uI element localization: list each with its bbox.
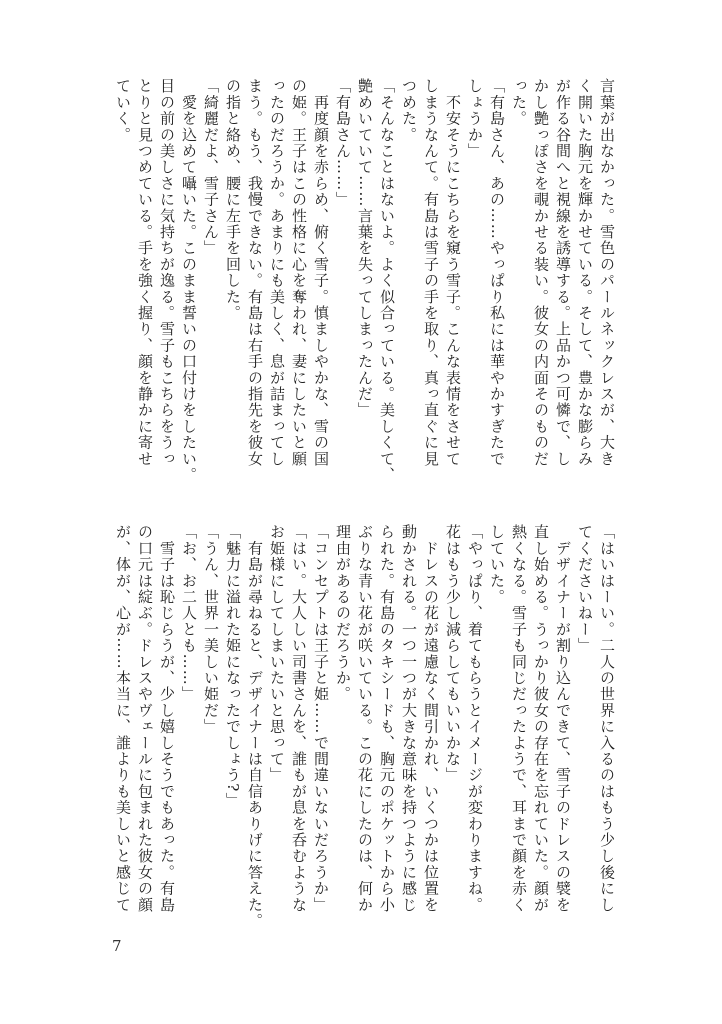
text-line: の指と絡め、腰に左手を回した。 — [224, 78, 242, 321]
text-line: 「魅力に溢れた姫になったでしょう?」 — [224, 524, 242, 809]
text-line: 「有島さん、あの……やっぱり私には華やかすぎたで — [488, 78, 506, 467]
text-line: 「はい。大人しい司書さんを、誰もが息を呑むような — [290, 524, 308, 913]
text-line: 雪子は恥じらうが、少し嬉しそうでもあった。有島 — [158, 524, 176, 913]
text-line: 熱くなる。雪子も同じだったようで、耳まで顔を赤く — [510, 524, 528, 913]
text-line: 有島が尋ねると、デザイナーは自信ありげに答えた。 — [246, 524, 264, 929]
text-line: していた。 — [488, 524, 506, 605]
text-line: ったのだろうか。あまりにも美しく、息が詰まってし — [268, 78, 286, 467]
page-number: 7 — [112, 937, 122, 955]
text-line: 艶めいていて……言葉を失ってしまったんだ」 — [356, 78, 374, 419]
text-line: ぶりな青い花が咲いている。この花にしたのは、何か — [356, 524, 374, 913]
text-line: ていく。 — [114, 78, 132, 143]
text-line: 「うん、世界一美しい姫だ」 — [202, 524, 220, 735]
text-line: つめた。 — [400, 78, 418, 143]
text-line: 「そんなことはないよ。よく似合っている。美しくて、 — [378, 78, 396, 483]
text-line: かし艶っぽさを覗かせる装い。彼女の内面そのものだ — [532, 78, 550, 467]
text-block-bottom — [112, 524, 618, 932]
text-line: デザイナーが割り込んできて、雪子のドレスの襞を — [554, 524, 572, 913]
text-line: しまうなんて。有島は雪子の手を取り、真っ直ぐに見 — [422, 78, 440, 467]
text-line: 花はもう少し減らしてもいいかな」 — [444, 524, 462, 784]
text-line: 「コンセプトは王子と姫……で間違いないだろうか」 — [312, 524, 330, 913]
text-line: てくださいねー」 — [576, 524, 594, 654]
text-line: 直し始める。うっかり彼女の存在を忘れていた。顔が — [532, 524, 550, 913]
text-line: られた。有島のタキシードも、胸元のポケットから小 — [378, 524, 396, 913]
text-line: が作る谷間へと視線を誘導する。上品かつ可憐で、し — [554, 78, 572, 467]
text-line: った。 — [510, 78, 528, 127]
text-line: 「お、お二人とも……」 — [180, 524, 198, 703]
text-line: 言葉が出なかった。雪色のパールネックレスが、大き — [598, 78, 616, 467]
text-line: 不安そうにこちらを窺う雪子。こんな表情をさせて — [444, 78, 462, 467]
text-line: の口元は綻ぶ。ドレスやヴェールに包まれた彼女の顔 — [136, 524, 154, 913]
text-line: 愛を込めて囁いた。このまま誓いの口付けをしたい。 — [180, 78, 198, 483]
text-line: まう。もう、我慢できない。有島は右手の指先を彼女 — [246, 78, 264, 467]
text-line: しょうか」 — [466, 78, 484, 159]
text-line: ドレスの花が遠慮なく間引かれ、いくつかは位置を — [422, 524, 440, 913]
text-line: が、体が、心が……本当に、誰よりも美しいと感じて — [114, 524, 132, 913]
text-line: 理由があるのだろうか。 — [334, 524, 352, 703]
text-line: 目の前の美しさに気持ちが逸る。雪子もこちらをうっ — [158, 78, 176, 467]
text-line: の姫。王子はこの性格に心を奪われ、妻にしたいと願 — [290, 78, 308, 467]
text-block-top — [112, 78, 618, 486]
text-line: 「綺麗だよ、雪子さん」 — [202, 78, 220, 257]
text-line: お姫様にしてしまいたいと思って」 — [268, 524, 286, 784]
text-line: 「やっぱり、着てもらうとイメージが変わりますね。 — [466, 524, 484, 913]
text-line: 「有島さん……」 — [334, 78, 352, 208]
text-line: 再度顔を赤らめ、俯く雪子。慎ましやかな、雪の国 — [312, 78, 330, 467]
text-line: 動かされる。一つ一つが大きな意味を持つように感じ — [400, 524, 418, 913]
text-line: く開いた胸元を輝かせている。そして、豊かな膨らみ — [576, 78, 594, 467]
text-line: 「はいはーい。二人の世界に入るのはもう少し後にし — [598, 524, 616, 913]
text-line: とりと見つめている。手を強く握り、顔を静かに寄せ — [136, 78, 154, 467]
